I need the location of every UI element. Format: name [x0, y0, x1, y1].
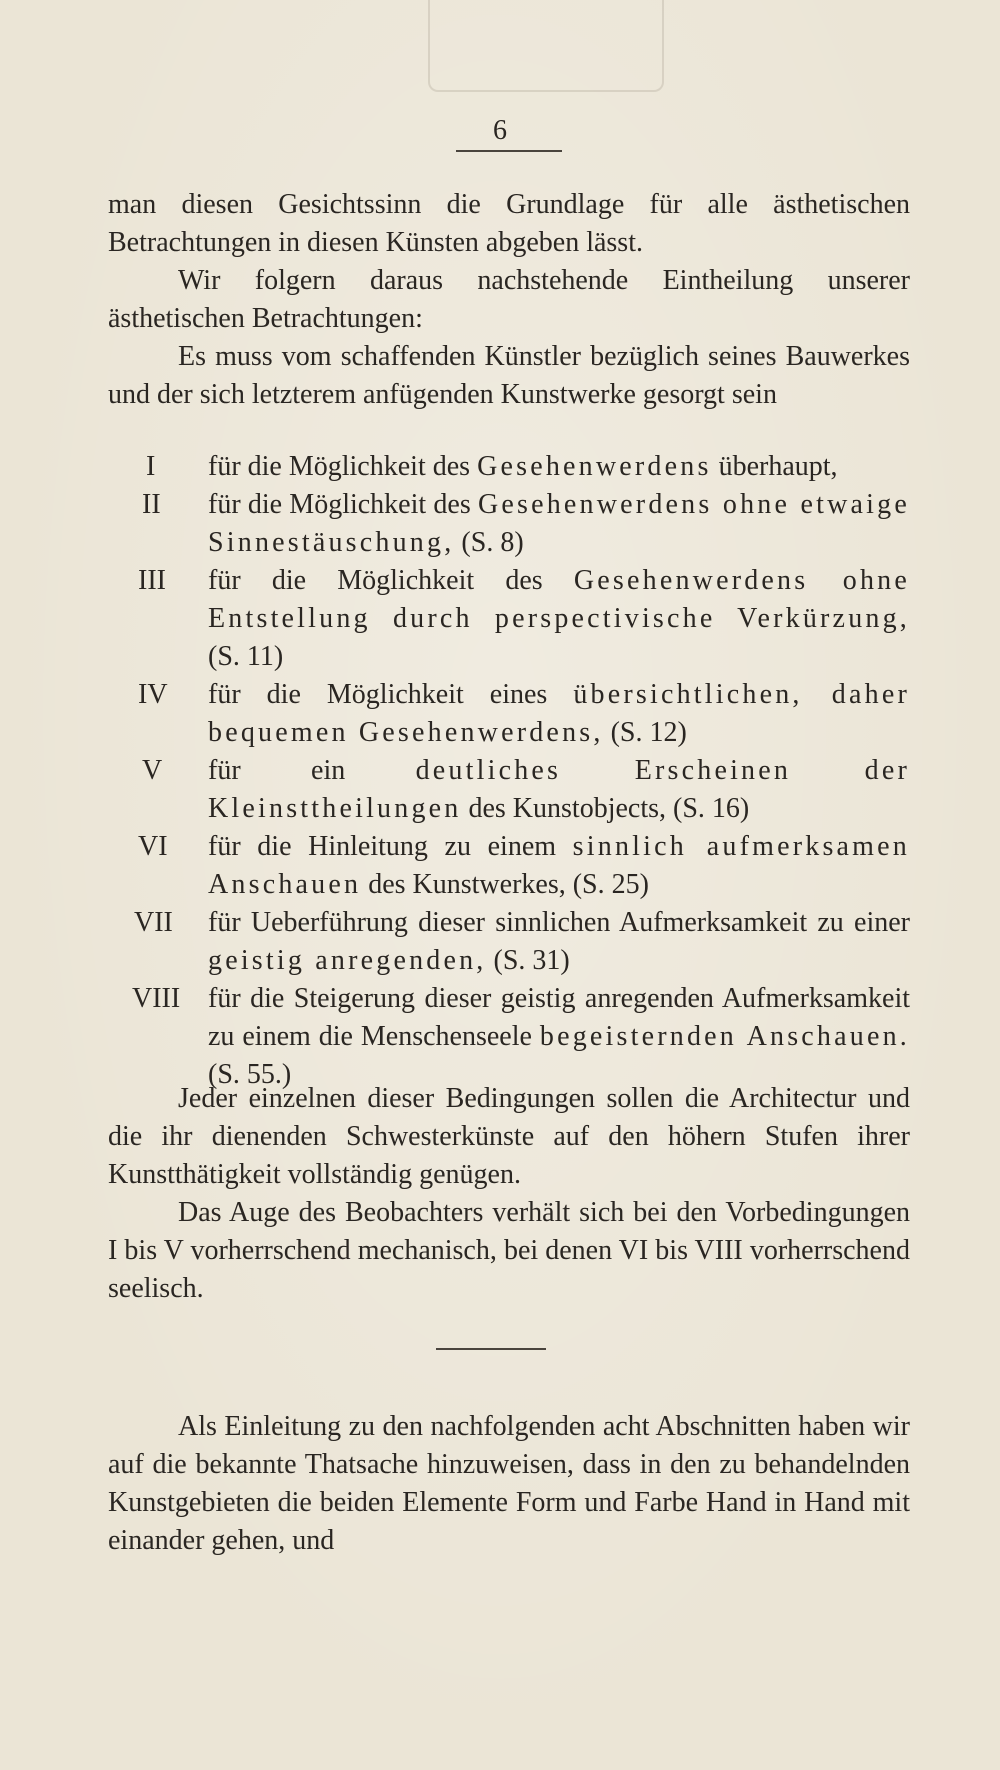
closing-paragraph-2: Das Auge des Beobachters verhält sich bei den Vorbedingungen I bis V vorherrschend mechanisch, bei denen VI bis VIII vorherrschend seelisch. [108, 1197, 910, 1304]
item-numeral: IV [138, 679, 168, 710]
item-text [208, 676, 910, 752]
list-item [108, 562, 910, 676]
item-text-plain: für die Möglichkeit des [208, 565, 574, 596]
item-text-plain: für Ueberführung dieser sinnlichen Aufmerksamkeit zu einer [208, 907, 910, 938]
list-item [108, 828, 910, 904]
section-paragraph-1: Als Einleitung zu den nachfolgenden acht Abschnitten haben wir auf die bekannte Thatsache hinzuweisen, dass in den zu behandelnden Kunstgebieten die beiden Elemente Form und Farbe Hand in Hand mit einander gehen, und [108, 1411, 910, 1556]
closing-paragraph-1: Jeder einzelnen dieser Bedingungen sollen die Architectur und die ihr dienenden Schwesterkünste auf den höhern Stufen ihrer Kunstthätigkeit vollständig genügen. [108, 1083, 910, 1190]
bleed-through-stamp [428, 0, 664, 92]
list-item [108, 486, 910, 562]
intro-paragraph-3: Es muss vom schaffenden Künstler bezüglich seines Bauwerkes und der sich letzterem anfügenden Kunstwerke gesorgt sein [108, 341, 910, 410]
item-text-plain: des Kunstwerkes, (S. 25) [361, 869, 649, 900]
item-text-plain: (S. 8) [454, 527, 524, 558]
item-text-plain: (S. 12) [603, 717, 687, 748]
section-divider [436, 1348, 546, 1350]
item-text-spaced: Gesehenwerdens ohne Entstellung durch perspectivische Verkürzung, [208, 565, 910, 634]
section-block [108, 1408, 910, 1560]
list-item [108, 752, 910, 828]
list-item [108, 980, 910, 1094]
closing-block [108, 1080, 910, 1308]
item-numeral: V [142, 755, 163, 786]
item-numeral: III [138, 565, 166, 596]
item-text [208, 904, 910, 980]
page-number: 6 [493, 115, 507, 146]
conditions-list [108, 448, 910, 1094]
item-text-plain: für die Steigerung dieser geistig anregenden Aufmerksamkeit zu einem die Menschenseele [208, 983, 910, 1052]
item-text-plain: überhaupt, [711, 451, 838, 482]
list-item [108, 676, 910, 752]
intro-paragraph-1: man diesen Gesichtssinn die Grundlage für alle ästhetischen Betrachtungen in diesen Künsten abgeben lässt. [108, 189, 910, 258]
item-text-plain: (S. 11) [208, 641, 284, 672]
item-text-plain: (S. 31) [486, 945, 570, 976]
item-text-plain: für die Möglichkeit des [208, 489, 478, 520]
item-text-plain: für die Hinleitung zu einem [208, 831, 573, 862]
item-text-spaced: Gesehenwerdens ohne etwaige Sinnestäuschung, [208, 489, 910, 558]
item-text-spaced: geistig anregenden, [208, 945, 487, 976]
item-text [208, 828, 910, 904]
item-text-spaced: übersichtlichen, daher bequemen Gesehenwerdens, [208, 679, 910, 748]
item-text-spaced: sinnlich aufmerksamen Anschauen [208, 831, 910, 900]
item-numeral: II [142, 489, 161, 520]
item-text-plain: für die Möglichkeit des [208, 451, 478, 482]
item-text [208, 562, 910, 676]
list-item [108, 448, 910, 486]
item-text-plain: des Kunstobjects, (S. 16) [461, 793, 750, 824]
item-numeral: I [146, 451, 156, 482]
intro-block [108, 186, 910, 414]
item-numeral: VIII [132, 983, 181, 1014]
item-numeral: VII [134, 907, 173, 938]
item-text-spaced: begeisternden Anschauen. [539, 1021, 910, 1052]
item-text [208, 448, 910, 486]
item-numeral: VI [138, 831, 168, 862]
item-text-spaced: deutliches Erscheinen der Kleinsttheilungen [208, 755, 911, 824]
header-rule [456, 150, 562, 152]
list-item [108, 904, 910, 980]
item-text-spaced: Gesehenwerdens [477, 451, 712, 482]
item-text [208, 980, 910, 1094]
intro-paragraph-2: Wir folgern daraus nachstehende Eintheilung unserer ästhetischen Betrachtungen: [108, 265, 910, 334]
item-text [208, 752, 910, 828]
item-text-plain: (S. 55.) [208, 1059, 292, 1090]
item-text-plain: für ein [208, 755, 416, 786]
item-text [208, 486, 910, 562]
item-text-plain: für die Möglichkeit eines [208, 679, 574, 710]
